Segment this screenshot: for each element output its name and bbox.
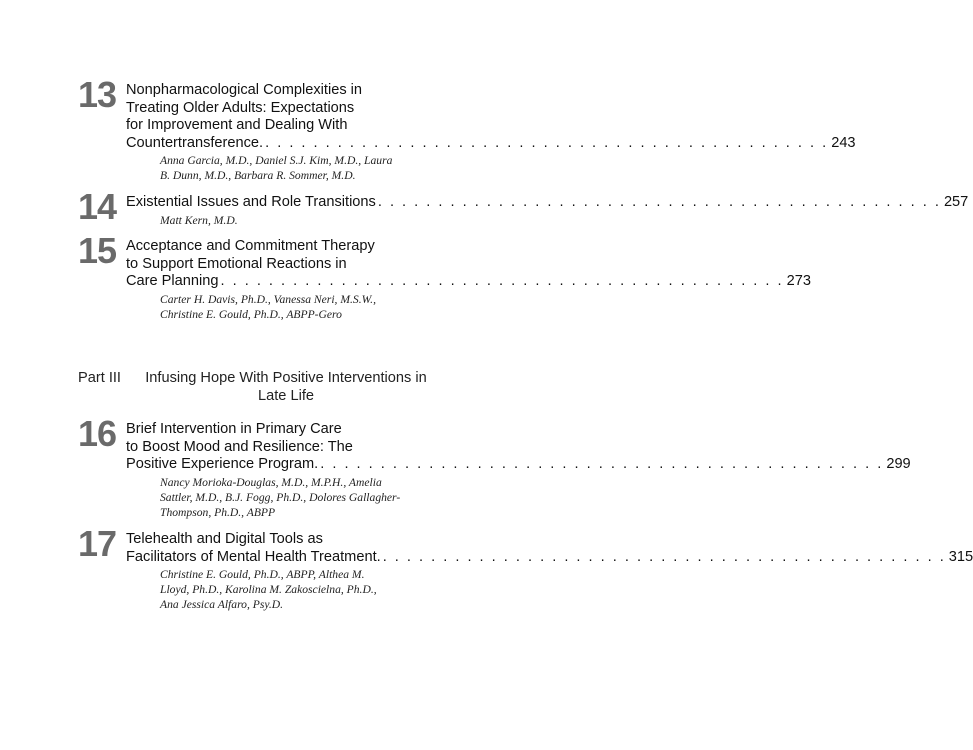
authors-line: Ana Jessica Alfaro, Psy.D. (160, 598, 284, 611)
chapter-title-line: Facilitators of Mental Health Treatment. (126, 548, 381, 565)
part-heading (78, 369, 448, 405)
chapter-authors (160, 566, 438, 612)
chapter-authors (160, 291, 438, 322)
part-title-line: Infusing Hope With Positive Interventions in (145, 370, 427, 386)
page-number: 257 (943, 194, 969, 210)
chapter-authors (160, 212, 438, 228)
page-number: 315 (948, 548, 973, 565)
part-title-line: Late Life (258, 388, 314, 404)
chapter-title-final-line (126, 273, 811, 291)
page-number: 273 (786, 273, 811, 289)
part-title (134, 369, 438, 405)
toc-entry-chapter-13 (78, 74, 856, 183)
chapter-title (126, 529, 973, 566)
authors-line: Carter H. Davis, Ph.D., Vanessa Neri, M.S.W., (160, 292, 376, 306)
chapter-number: 13 (78, 74, 117, 115)
authors-line: Matt Kern, M.D. (160, 213, 238, 227)
dot-leader: . . . . . . . . . . . . . . . . . . . . . . . . . . . . . . . . . . . . . . . . . . . . . . . (265, 134, 829, 151)
toc-entry-chapter-15 (78, 230, 811, 322)
authors-line: Christine E. Gould, Ph.D., ABPP, Althea M. (160, 568, 365, 581)
chapter-title-final-line (126, 548, 973, 567)
dot-leader: . . . . . . . . . . . . . . . . . . . . . . . . . . . . . . . . . . . . . . . . . . . . . . . (377, 194, 941, 210)
chapter-title-line: Care Planning (126, 273, 219, 289)
chapter-title-line: to Support Emotional Reactions in (126, 255, 347, 272)
dot-leader: . . . . . . . . . . . . . . . . . . . . . . . . . . . . . . . . . . . . . . . . . . . . . . . (220, 273, 784, 289)
dot-leader: . . . . . . . . . . . . . . . . . . . . . . . . . . . . . . . . . . . . . . . . . . . . . . . (320, 456, 884, 472)
chapter-authors (160, 152, 438, 183)
chapter-title-line: Acceptance and Commitment Therapy (126, 238, 375, 254)
toc-entry-chapter-17 (78, 523, 973, 612)
chapter-title-line: Existential Issues and Role Transitions (126, 194, 376, 210)
chapter-number: 16 (78, 413, 117, 454)
chapter-number: 15 (78, 230, 117, 271)
chapter-number: 14 (78, 186, 117, 227)
chapter-title (126, 236, 811, 291)
chapter-title-line: Telehealth and Digital Tools as (126, 531, 323, 547)
page-number: 299 (886, 456, 911, 472)
chapter-title-line: Brief Intervention in Primary Care (126, 421, 342, 437)
authors-line: Christine E. Gould, Ph.D., ABPP-Gero (160, 307, 342, 321)
chapter-title-line: Nonpharmacological Complexities in (126, 82, 363, 98)
toc-entry-chapter-14 (78, 186, 969, 228)
chapter-title-line: Positive Experience Program. (126, 456, 319, 472)
chapter-title-line: for Improvement and Dealing With (126, 117, 348, 133)
part-label: Part III (78, 370, 121, 386)
authors-line: Sattler, M.D., B.J. Fogg, Ph.D., Dolores Gallagher- (160, 490, 401, 504)
toc-entry-chapter-16 (78, 413, 911, 520)
chapter-title-line: Countertransference. (126, 134, 264, 151)
authors-line: Lloyd, Ph.D., Karolina M. Zakoscielna, Ph.D., (160, 583, 377, 596)
authors-line: B. Dunn, M.D., Barbara R. Sommer, M.D. (160, 169, 356, 182)
chapter-title (126, 80, 856, 152)
chapter-title-final-line (126, 456, 911, 474)
authors-line: Nancy Morioka-Douglas, M.D., M.P.H., Amelia (160, 475, 382, 489)
chapter-number: 17 (78, 523, 117, 564)
dot-leader: . . . . . . . . . . . . . . . . . . . . . . . . . . . . . . . . . . . . . . . . . . . . . . . (382, 548, 946, 565)
chapter-title (126, 419, 911, 474)
chapter-title (126, 192, 969, 212)
chapter-title-line: Treating Older Adults: Expectations (126, 99, 355, 116)
chapter-title-final-line (126, 194, 969, 212)
chapter-title-final-line (126, 134, 856, 153)
chapter-title-line: to Boost Mood and Resilience: The (126, 438, 353, 455)
authors-line: Anna Garcia, M.D., Daniel S.J. Kim, M.D., Laura (160, 154, 393, 167)
authors-line: Thompson, Ph.D., ABPP (160, 505, 276, 519)
chapter-authors (160, 474, 438, 520)
page-number: 243 (831, 134, 856, 151)
